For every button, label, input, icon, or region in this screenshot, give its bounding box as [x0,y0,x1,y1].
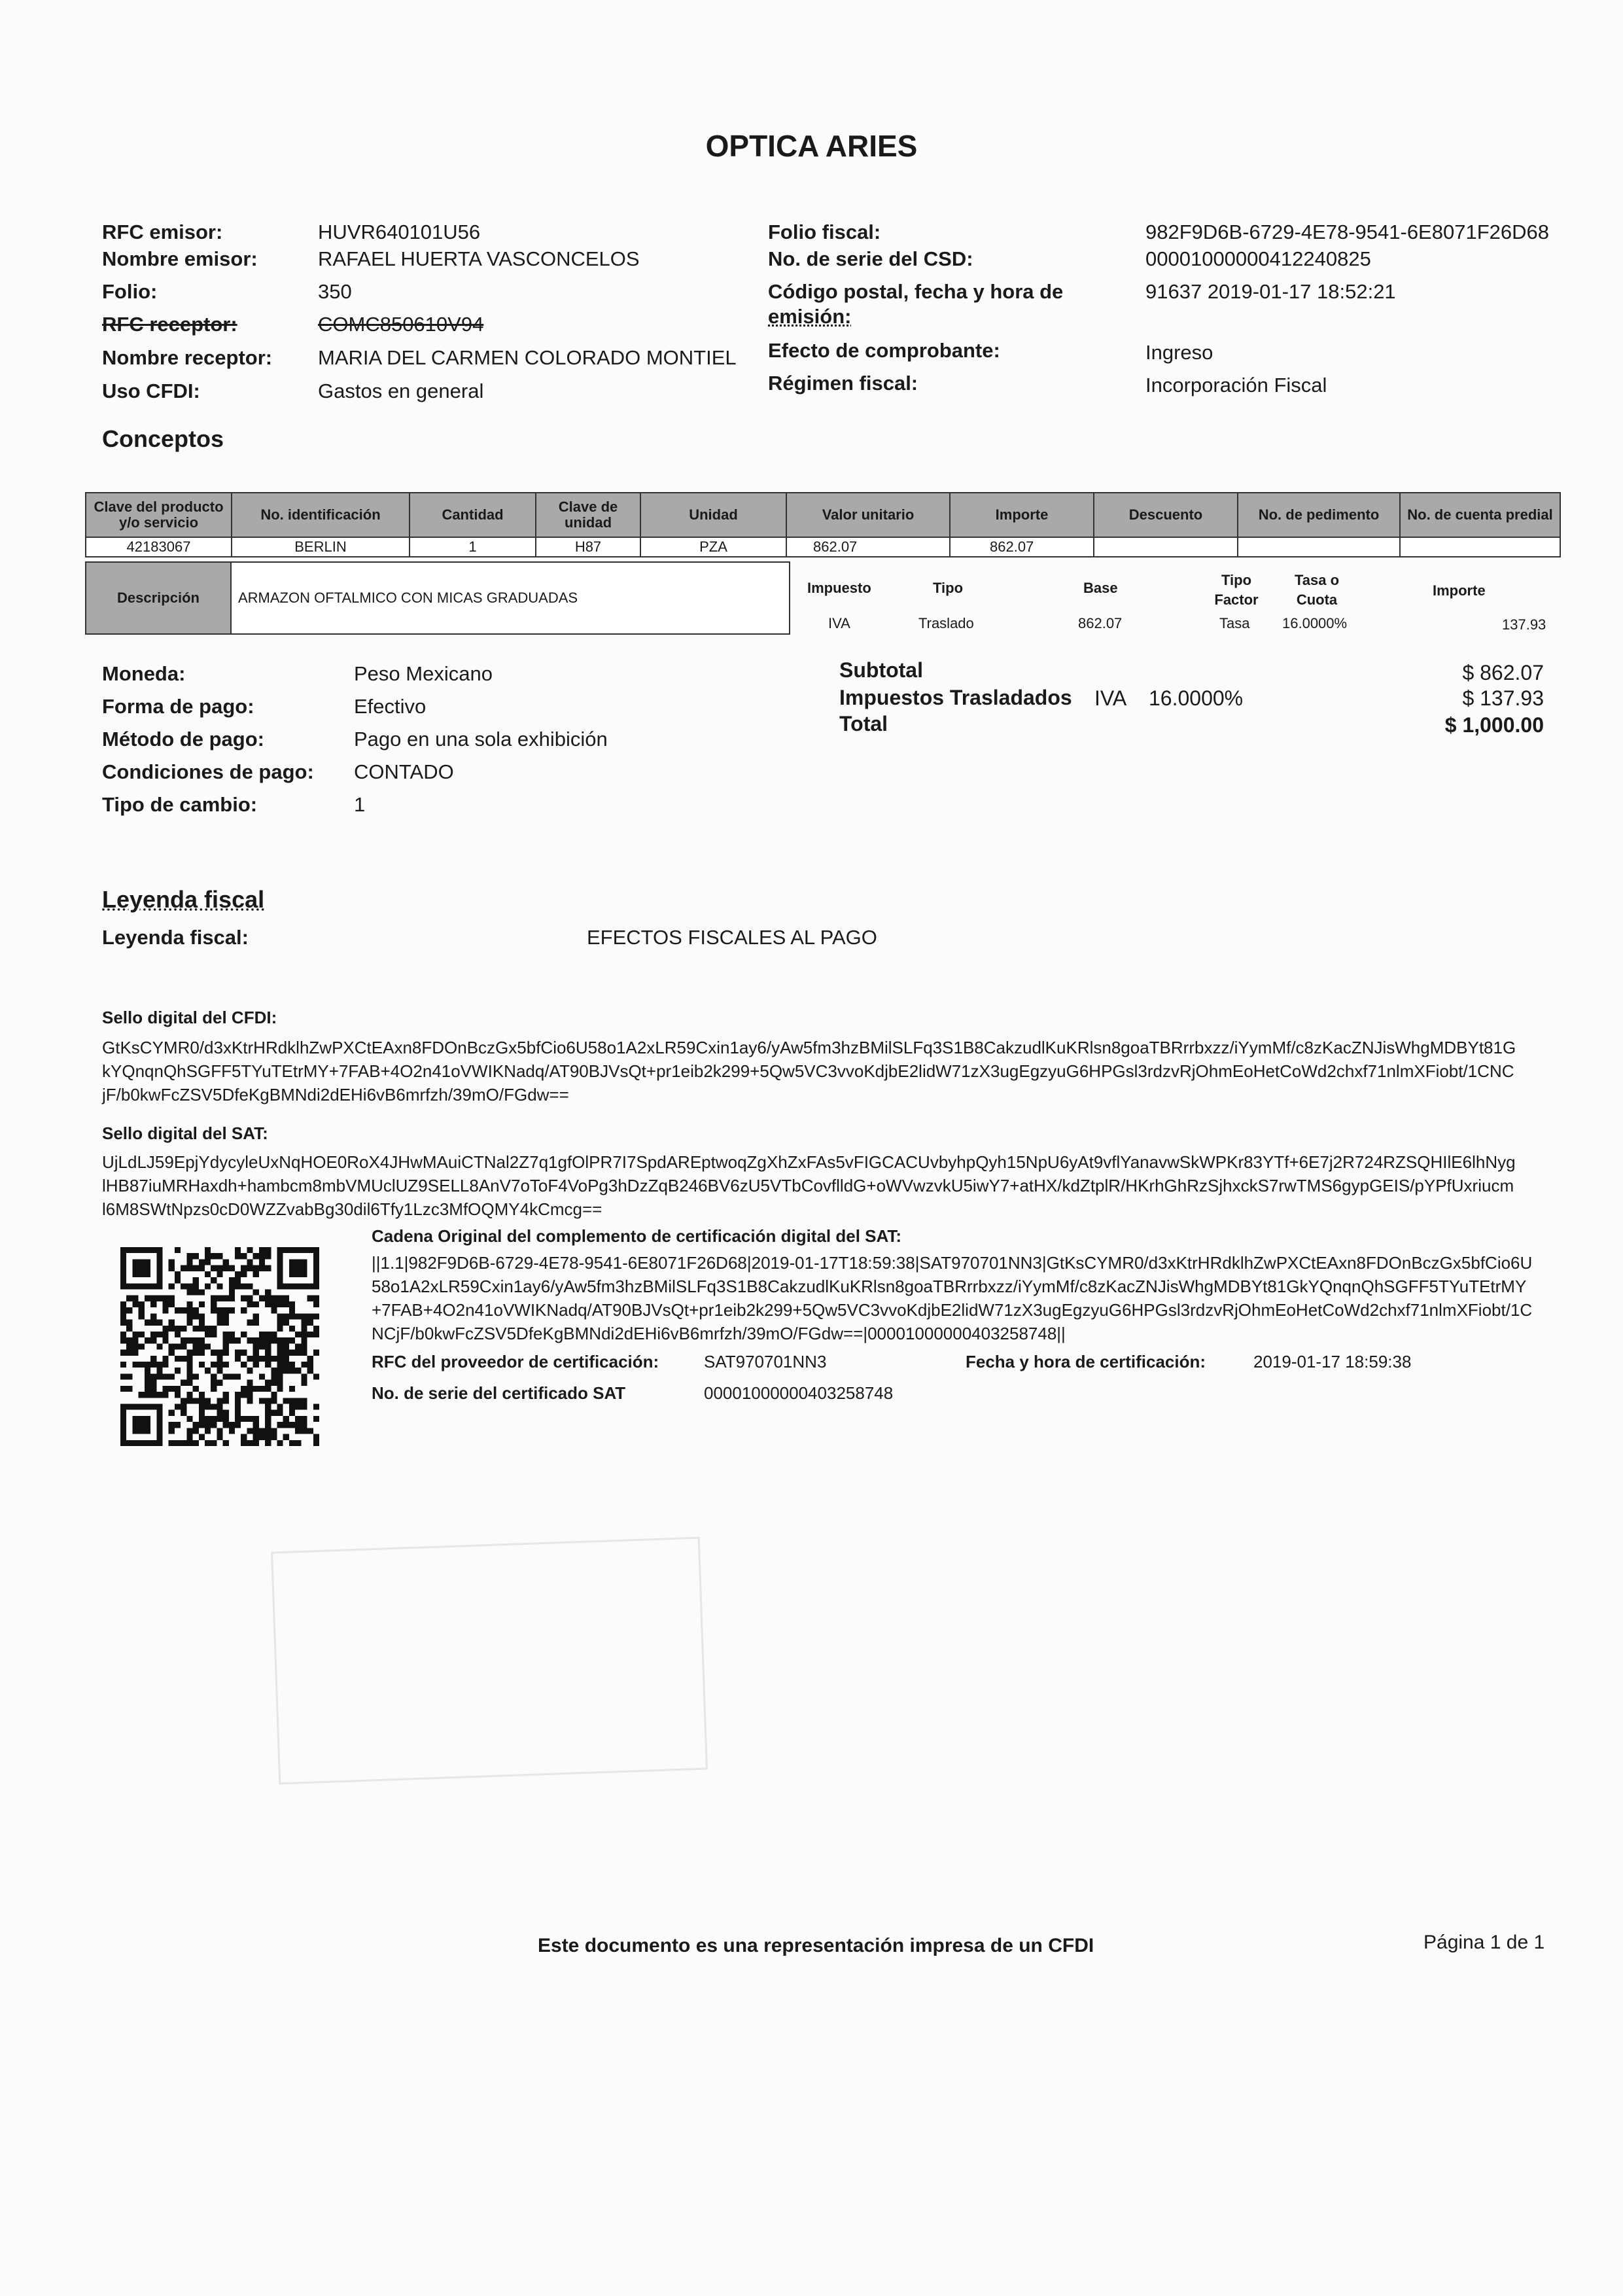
tax-impuesto: IVA [828,615,850,631]
tax-base: 862.07 [1078,615,1123,631]
header-cell: No. de pedimento [1238,493,1400,537]
header-cell: Cantidad [410,493,536,537]
folio-fiscal-label: Folio fiscal: [768,221,881,243]
table-cell [1400,537,1560,557]
uso-cfdi-value: Gastos en general [318,380,484,402]
rfc-proveedor-label: RFC del proveedor de certificación: [372,1352,659,1371]
leyenda-heading: Leyenda fiscal [102,886,265,913]
faded-stamp [271,1537,708,1785]
header-cell: No. de cuenta predial [1400,493,1560,537]
rfc-proveedor-value: SAT970701NN3 [704,1352,827,1371]
table-row [86,537,1560,557]
moneda-label: Moneda: [102,662,186,685]
sello-sat-line: l6M8SWtNpzs0cD0WZZvabBg30dil6Tfy1Lzc3MfOQMY4kCmcg== [102,1199,602,1219]
tax-importe: 137.93 [1502,616,1546,633]
condiciones-label: Condiciones de pago: [102,760,314,783]
regimen-label: Régimen fiscal: [768,372,918,395]
table-cell: 42183067 [86,537,232,557]
codigo-postal-label: Código postal, fecha y hora de [768,280,1064,303]
tax-tipo: Traslado [918,615,974,631]
description-value: ARMAZON OFTALMICO CON MICAS GRADUADAS [238,590,578,606]
folio-fiscal-value: 982F9D6B-6729-4E78-9541-6E8071F26D68 [1145,221,1549,243]
document-title: OPTICA ARIES [705,129,918,163]
header-cell: Clave del producto y/o servicio [86,493,232,537]
moneda-value: Peso Mexicano [354,662,493,685]
sello-sat-line: UjLdLJ59EpjYdycyleUxNqHOE0RoX4JHwMAuiCTNal2Z7q1gfOlPR7I7SpdAREptwoqZgXhZxFAs5vFIGCACUvbyhpQyh15NpU6yAt9vflYanavwSkWPKr83YTf+6E7j2R724RZSQHIlE6lhNyg [102,1152,1516,1172]
cadena-line: 58o1A2xLR59Cxin1ay6/yAw5fm3hzBMilSLFq3S1B8CakzudlKuKRlsn8goaTBRrrbxzz/iYymMf/c8zKacZNJisWhgMDBYt81GkYQnqnQhSGFF5TYuTEtrMY [372,1277,1527,1296]
fecha-certificacion-value: 2019-01-17 18:59:38 [1253,1352,1412,1371]
cadena-label: Cadena Original del complemento de certificación digital del SAT: [372,1226,902,1246]
emision-label: emisión: [768,305,852,328]
sello-cfdi-line: kYQnqnQhSGFF5TYuTEtrMY+7FAB+4O2n41oVWIKNadq/AT90BJVsQt+pr1eib2k299+5Qw5VC3vvoKdjbE2lidW71zX3ugEgzyuG6HPGsl3rdzvRjOhmEoHetCoWd2chxf71nlmXFiobt/1CNC [102,1061,1514,1081]
rfc-emisor-value: HUVR640101U56 [318,221,481,243]
folio-label: Folio: [102,280,158,303]
rfc-receptor-label: RFC receptor: [102,313,237,336]
concepts-table [85,492,1561,557]
qr-code-icon [120,1247,319,1446]
fecha-certificacion-label: Fecha y hora de certificación: [966,1352,1206,1371]
header-cell: Clave de unidad [536,493,640,537]
impuestos-label: Impuestos Trasladados [839,686,1072,709]
efecto-value: Ingreso [1145,341,1213,364]
subtotal-label: Subtotal [839,658,923,682]
cadena-line: NCjF/b0kwFcZSV5DfeKgBMNdi2dEHi6vB6mrfzh/39mO/FGdw==|00001000000403258748|| [372,1324,1066,1343]
nombre-emisor-label: Nombre emisor: [102,247,258,270]
conceptos-heading: Conceptos [102,425,224,452]
table-cell: 862.07 [786,537,950,557]
rfc-emisor-label: RFC emisor: [102,221,223,243]
tax-header-importe: Importe [1433,582,1486,599]
serie-csd-value: 00001000000412240825 [1145,247,1371,270]
sello-sat-line: lHB87iuMRHaxdh+hambcm8mbVMUclUZ9SELL8AnV7oToF4VoPg3hDzZqB246BV6zU5VTbCovflldG+oWVwzvkU5iwY7+atHX/kdZtplR/HKrhGhRzSjhxckS7rwTMS6gypGEIS/pYPfUxriucm [102,1176,1514,1195]
total-value: $ 1,000.00 [1444,713,1544,737]
total-label: Total [839,712,888,735]
sello-cfdi-text [102,1036,1600,1106]
header-cell: Valor unitario [786,493,950,537]
tax-tipo-factor: Tasa [1219,615,1250,631]
tax-header-impuesto: Impuesto [807,580,871,596]
table-cell: PZA [640,537,786,557]
tax-header-tipo-factor: Tipo Factor [1214,572,1259,608]
page-number: Página 1 de 1 [1423,1932,1545,1953]
folio-value: 350 [318,280,352,303]
header-cell: Descuento [1094,493,1238,537]
iva-rate: 16.0000% [1149,686,1244,710]
tax-header-tasa: Tasa o Cuota [1294,572,1340,608]
serie-sat-value: 00001000000403258748 [704,1383,894,1403]
cadena-line: +7FAB+4O2n41oVWIKNadq/AT90BJVsQt+pr1eib2k299+5Qw5VC3vvoKdjbE2lidW71zX3ugEgzyuG6HPGsl3rdzvRjOhmEoHetCoWd2chxf71nlmXFiobt/1C [372,1300,1533,1320]
tipo-cambio-label: Tipo de cambio: [102,793,258,816]
footer-text: Este documento es una representación impresa de un CFDI [538,1935,1094,1956]
header-cell: Unidad [640,493,786,537]
tax-tasa: 16.0000% [1282,615,1348,631]
description-box [85,561,790,635]
description-label: Descripción [86,563,232,633]
header-cell: No. identificación [232,493,410,537]
rfc-receptor-value: COMC850610V94 [318,313,484,336]
header-cell: Importe [950,493,1094,537]
codigo-postal-value: 91637 2019-01-17 18:52:21 [1145,280,1396,303]
table-cell: 862.07 [950,537,1094,557]
sello-sat-text [102,1150,1600,1221]
serie-sat-label: No. de serie del certificado SAT [372,1383,626,1403]
tax-header-base: Base [1083,580,1118,596]
table-cell: BERLIN [232,537,410,557]
forma-pago-label: Forma de pago: [102,695,254,718]
tipo-cambio-value: 1 [354,793,366,816]
subtotal-value: $ 862.07 [1462,661,1544,684]
impuestos-value: $ 137.93 [1462,686,1544,710]
table-cell: 1 [410,537,536,557]
serie-csd-label: No. de serie del CSD: [768,247,973,270]
iva-label: IVA [1094,686,1127,710]
cadena-line: ||1.1|982F9D6B-6729-4E78-9541-6E8071F26D68|2019-01-17T18:59:38|SAT970701NN3|GtKsCYMR0/d3xKtrHRdklhZwPXCtEAxn8FDOnBczGx5bfCio6U [372,1253,1533,1273]
uso-cfdi-label: Uso CFDI: [102,380,200,402]
leyenda-value: EFECTOS FISCALES AL PAGO [587,926,877,949]
cadena-text [372,1251,1569,1345]
efecto-label: Efecto de comprobante: [768,339,1000,362]
forma-pago-value: Efectivo [354,695,427,718]
sello-cfdi-line: jF/b0kwFcZSV5DfeKgBMNdi2dEHi6vB6mrfzh/39mO/FGdw== [102,1085,569,1104]
nombre-emisor-value: RAFAEL HUERTA VASCONCELOS [318,247,640,270]
sello-cfdi-line: GtKsCYMR0/d3xKtrHRdklhZwPXCtEAxn8FDOnBczGx5bfCio6U58o1A2xLR59Cxin1ay6/yAw5fm3hzBMilSLFq3S1B8CakzudlKuKRlsn8goaTBRrrbxzz/iYymMf/c8zKacZNJisWhgMDBYt81G [102,1038,1516,1057]
sello-cfdi-label: Sello digital del CFDI: [102,1008,277,1027]
metodo-pago-value: Pago en una sola exhibición [354,728,608,751]
nombre-receptor-label: Nombre receptor: [102,346,273,369]
regimen-value: Incorporación Fiscal [1145,374,1327,397]
table-cell: H87 [536,537,640,557]
sello-sat-label: Sello digital del SAT: [102,1123,268,1143]
concepts-header-row [86,493,1560,537]
table-cell [1238,537,1400,557]
leyenda-label: Leyenda fiscal: [102,926,249,949]
nombre-receptor-value: MARIA DEL CARMEN COLORADO MONTIEL [318,346,737,369]
condiciones-value: CONTADO [354,760,454,783]
tax-header-tipo: Tipo [933,580,964,596]
table-cell [1094,537,1238,557]
metodo-pago-label: Método de pago: [102,728,264,751]
